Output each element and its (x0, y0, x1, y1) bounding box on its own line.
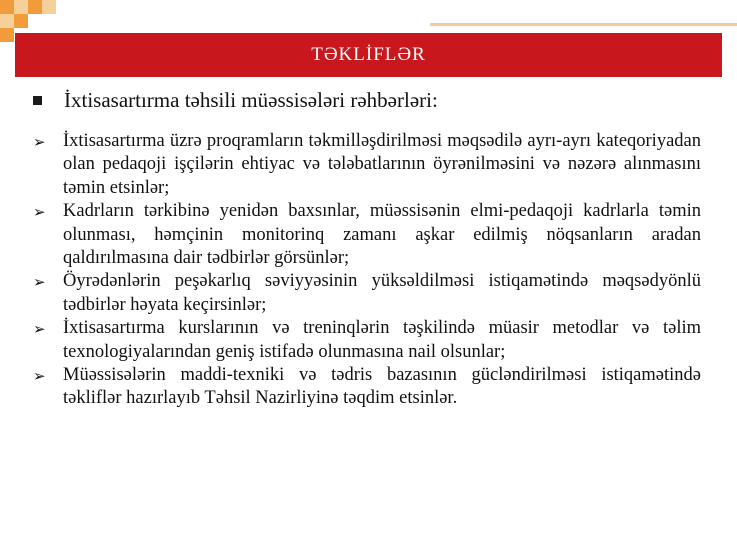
slide-heading: İxtisasartırma təhsili müəssisələri rəhbərləri: (64, 88, 438, 112)
corner-square (28, 0, 42, 14)
list-item (33, 130, 701, 200)
list-item-text: Öyrədənlərin peşəkarlıq səviyyəsinin yüksəldilməsi istiqamətində məqsədyönlü tədbirlər həyata keçirsinlər; (63, 271, 701, 315)
list-item-text: Müəssisələrin maddi-texniki və tədris bazasının gücləndirilməsi istiqamətində təkliflər hazırlayıb Təhsil Nazirliyinə təqdim etsinlər. (63, 365, 701, 409)
slide-title: TƏKLİFLƏR (311, 44, 426, 65)
list-item (33, 364, 701, 411)
list-item-text: İxtisasartırma kurslarının və treninqlərin təşkilində müasir metodlar və təlim texnologiyalarından geniş istifadə olunmasına nail olsunlar; (63, 318, 701, 362)
corner-square (14, 14, 28, 28)
arrowhead-bullet-icon: ➢ (33, 320, 46, 339)
corner-square (0, 0, 14, 14)
arrowhead-bullet-icon: ➢ (33, 273, 46, 292)
corner-square (42, 0, 56, 14)
corner-square (0, 14, 14, 28)
list-item-text: İxtisasartırma üzrə proqramların təkmilləşdirilməsi məqsədilə ayrı-ayrı kateqoriyadan olan pedaqoji işçilərin ehtiyac və tələbatlarının öyrənilməsini və nəzərə alınmasını təmin etsinlər; (63, 131, 701, 198)
square-bullet-icon (33, 96, 42, 105)
list-item (33, 270, 701, 317)
arrowhead-bullet-icon: ➢ (33, 203, 46, 222)
proposal-list (33, 130, 701, 411)
accent-line (430, 23, 737, 26)
arrowhead-bullet-icon: ➢ (33, 133, 46, 151)
list-item (33, 317, 701, 364)
arrowhead-bullet-icon: ➢ (33, 367, 46, 386)
title-bar (15, 33, 722, 77)
heading-row (33, 88, 713, 113)
corner-square (14, 0, 28, 14)
list-item-text: Kadrların tərkibinə yenidən baxsınlar, müəssisənin elmi-pedaqoji kadrlarla təmin olunması, həmçinin monitorinq zamanı aşkar edilmiş nöqsanların aradan qaldırılmasına dair tədbirlər görsünlər; (63, 201, 701, 269)
corner-square (0, 28, 14, 42)
list-item (33, 200, 701, 270)
